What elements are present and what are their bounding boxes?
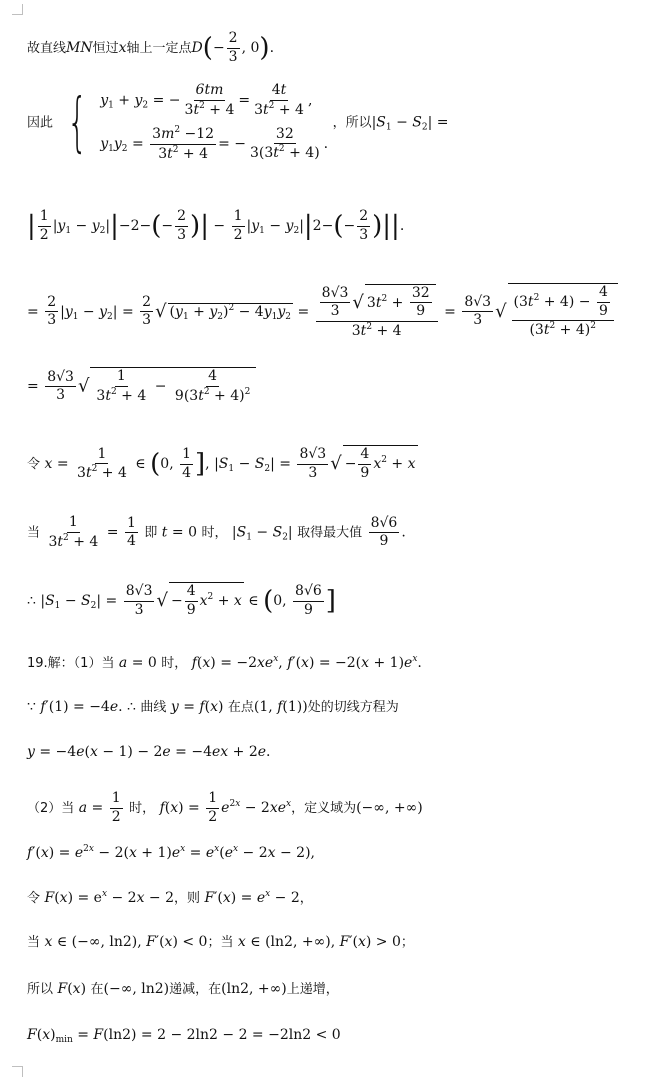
solution-line-9: 19.解：（1）当 a = 0 时， $f(x) = -2xe^x$, $f'(x) = -2(x + 1)e^x$. — [27, 654, 422, 671]
solution-line-17: $F(x)_{min} = F(\ln 2) = 2 - 2\ln 2 - 2 = -2\ln 2 < 0$ — [27, 1027, 341, 1045]
solution-line-15: 当 x ∈ (−∞, ln2), F′(x) < 0；当 x ∈ (ln2, +∞), F′(x) > 0； — [27, 934, 414, 950]
solution-line-1: 故直线MN恒过x轴上一定点D(− $\frac{2}{3}$ , 0). — [27, 30, 275, 65]
solution-line-10: ∵ f′(1) = −4e. ∴ 曲线 y = f(x) 在点(1, f(1))处的切线方程为 — [27, 699, 399, 715]
page-corner-mark-top — [12, 4, 23, 15]
left-brace: { — [67, 85, 89, 160]
solution-line-8: ∴ $|S_1 - S_2|$ = $\frac{8√3}{3}$ √ − $\frac{4}{9}$ $x^2 + x$ ∈ (0, $\frac{8√6}{9}$ ] — [27, 583, 336, 618]
solution-line-13: $f'(x) = e^{2x} - 2(x + 1)e^x = e^x(e^x - 2x - 2)$, — [27, 844, 315, 861]
solution-line-6: 令 x = $\frac{1}{3t^2 + 4}$ ∈ (0, $\frac{1}{4}$ ], $|S_1 - S_2|$ = $\frac{8√3}{3}$ √ − $\frac{4}{9}$ $x^2 + x$ — [27, 445, 416, 481]
solution-line-11: y = −4e(x − 1) − 2e = −4ex + 2e. — [27, 744, 271, 760]
solution-line-3: | $\frac{1}{2}$ $|y_1 - y_2||-2-(-$ $\frac{2}{3}$ )| − $\frac{1}{2}$ $|y_1 - y_2||2-(-$ $\frac{2}{3}$ )||. — [27, 208, 405, 243]
solution-line-2-system: 因此 { $y_1 + y_2$ = − $\frac{6tm}{3t^2 + 4}$ = $\frac{4t}{3t^2 + 4}$ , $y_1y_2$ = $\frac{3m^2 -12}{3t^2 + 4}$ = − $\frac{32}{3(3t^2 + 4)}$ . ，所以$|S_1 - S_2|$ = — [27, 82, 449, 162]
equation-system: { $y_1 + y_2$ = − $\frac{6tm}{3t^2 + 4}$ = $\frac{4t}{3t^2 + 4}$ , $y_1y_2$ = $\frac{3m^2 -12}{3t^2 + 4}$ = − $\frac{32}{3(3t^2 + 4)}$ . — [67, 82, 329, 162]
solution-line-4: = $\frac{2}{3}$ $|y_1 - y_2|$ = $\frac{2}{3}$ √ $(y_1 + y_2)^2 - 4y_1y_2$ = $\frac{8√3}{3}$ √ $3t^2$ + $\frac{32}{9}$ $3t^2 + 4$ = $\frac{8√3}{3}$ √ $(3t^2 + 4)$ − $\frac{4}{9}$ $(3t^2 + 4)^2$ — [27, 283, 650, 340]
solution-line-7: 当 $\frac{1}{3t^2 + 4}$ = $\frac{1}{4}$ 即 t = 0 时， $|S_1 - S_2|$ 取得最大值 $\frac{8√6}{9}$ . — [27, 514, 406, 550]
page-corner-mark-bottom — [12, 1066, 23, 1077]
solution-line-16: 所以 F(x) 在(−∞, ln2)递减，在(ln2, +∞)上递增， — [27, 981, 339, 997]
solution-line-5: = $\frac{8√3}{3}$ √ $\frac{1}{3t^2 + 4}$ − $\frac{4}{9(3t^2 + 4)^2}$ — [27, 367, 650, 405]
solution-line-14: 令 $F(x) = e^x - 2x - 2$，则 $F'(x) = e^x - 2$， — [27, 889, 313, 906]
solution-line-12: （2）当 a = $\frac{1}{2}$ 时， f(x) = $\frac{1}{2}$ $e^{2x} - 2xe^x$，定义域为(−∞, +∞) — [27, 790, 423, 825]
